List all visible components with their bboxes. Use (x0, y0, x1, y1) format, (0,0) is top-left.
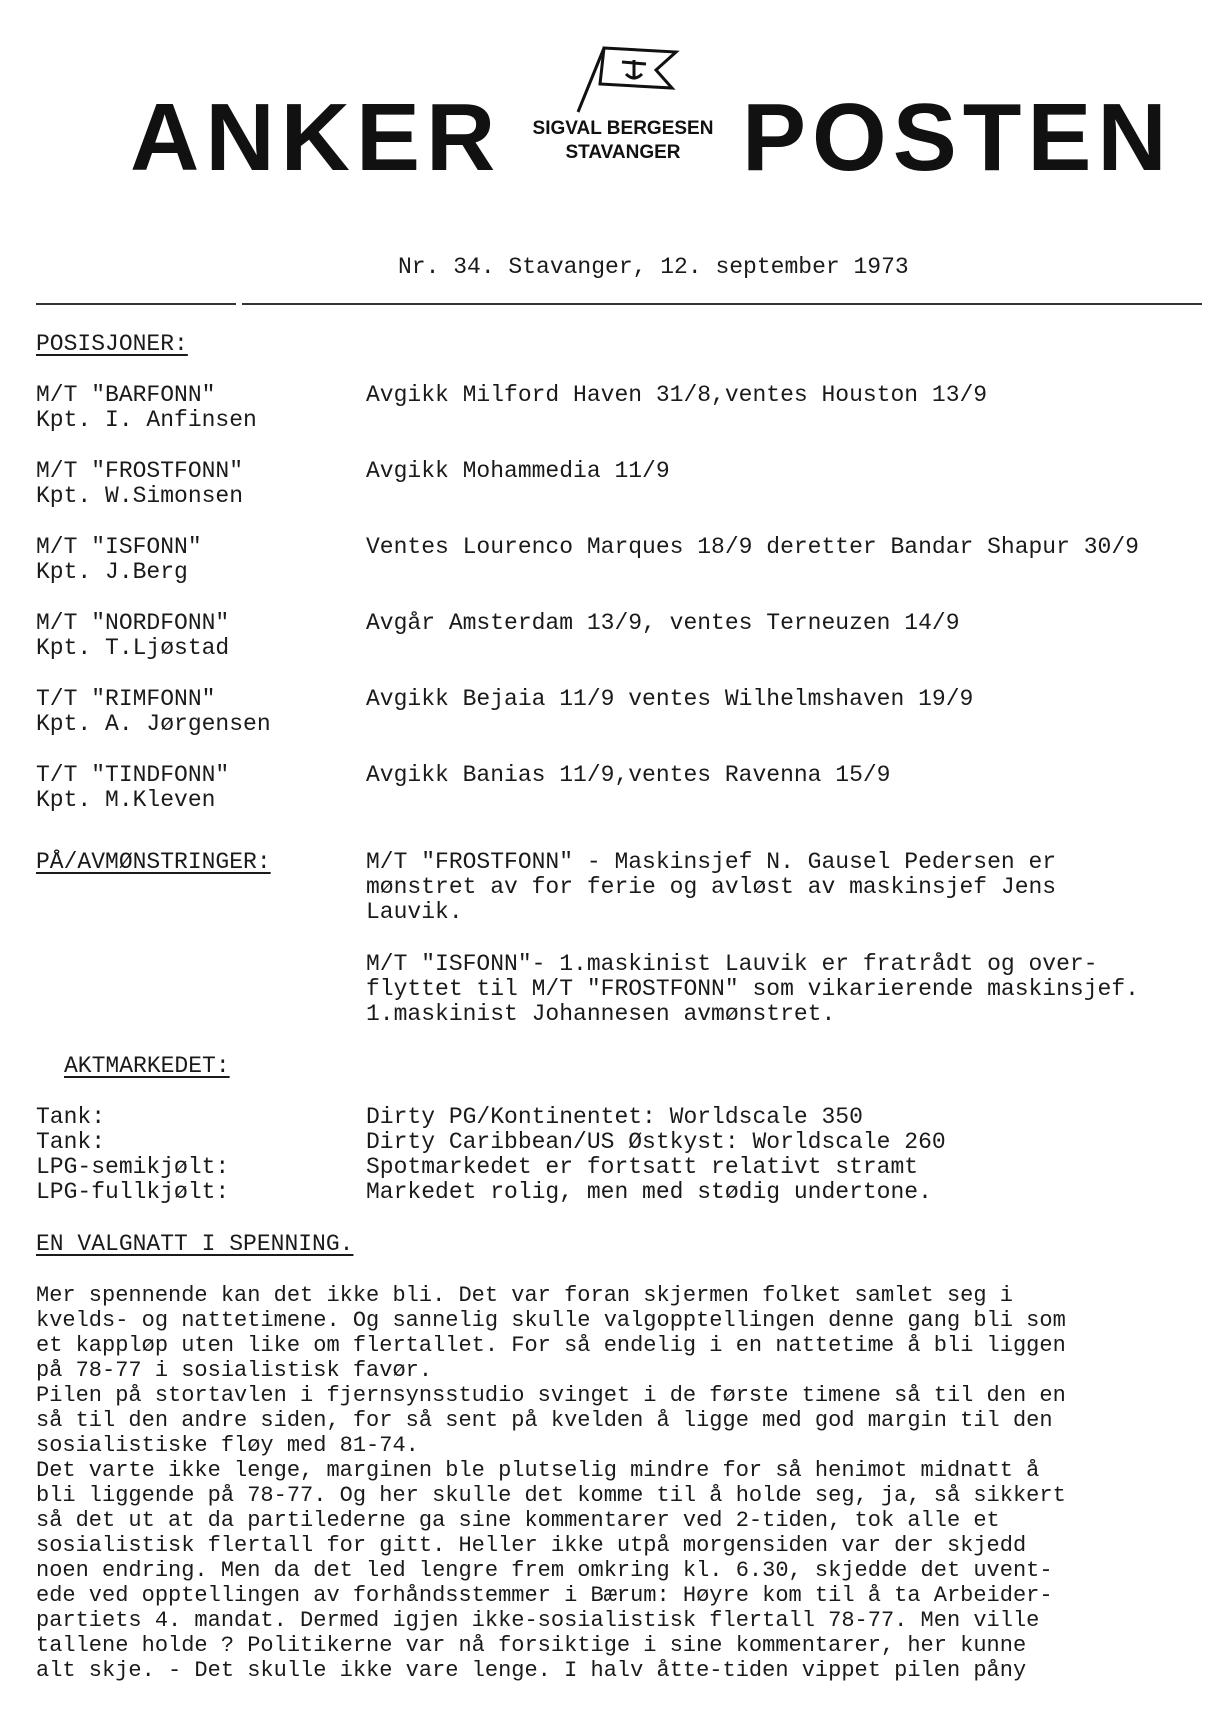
issue-line: Nr. 34. Stavanger, 12. september 1973 (398, 254, 909, 280)
ship-name: M/T "FROSTFONN" (36, 458, 244, 484)
ship-captain: Kpt. W.Simonsen (36, 483, 244, 509)
masthead-title-left: ANKER (130, 84, 502, 191)
ship-name: T/T "TINDFONN" (36, 762, 230, 788)
crew-change-paragraph: M/T "FROSTFONN" - Maskinsjef N. Gausel Pedersen er mønstret av for ferie og avløst av maskinsjef Jens Lauvik. (366, 849, 1057, 925)
masthead-title-right: POSTEN (742, 84, 1173, 191)
ship-name: T/T "RIMFONN" (36, 686, 216, 712)
ship-status: Avgikk Milford Haven 31/8,ventes Houston 13/9 (366, 382, 988, 408)
ship-captain: Kpt. A. Jørgensen (36, 711, 271, 737)
ship-captain: Kpt. J.Berg (36, 559, 188, 585)
ship-status: Avgikk Banias 11/9,ventes Ravenna 15/9 (366, 762, 891, 788)
positions-heading: POSISJONER: (36, 331, 188, 357)
masthead (0, 40, 1229, 190)
ship-captain: Kpt. T.Ljøstad (36, 635, 230, 661)
market-label: LPG-fullkjølt: (36, 1179, 230, 1205)
market-value: Markedet rolig, men med stødig undertone. (366, 1179, 932, 1205)
ship-name: M/T "BARFONN" (36, 382, 216, 408)
divider (36, 303, 236, 305)
ship-status: Avgår Amsterdam 13/9, ventes Terneuzen 14/9 (366, 610, 960, 636)
market-heading: AKTMARKEDET: (64, 1053, 230, 1079)
market-label: LPG-semikjølt: (36, 1154, 230, 1180)
market-value: Spotmarkedet er fortsatt relativt stramt (366, 1154, 919, 1180)
logo-city: STAVANGER (565, 142, 681, 163)
divider (242, 303, 1202, 305)
article-heading: EN VALGNATT I SPENNING. (36, 1231, 354, 1257)
company-logo (516, 40, 730, 180)
flag-icon (556, 40, 696, 120)
market-value: Dirty Caribbean/US Østkyst: Worldscale 260 (366, 1129, 946, 1155)
crew-changes-heading: PÅ/AVMØNSTRINGER: (36, 849, 271, 875)
logo-company-name: SIGVAL BERGESEN (532, 118, 714, 139)
market-value: Dirty PG/Kontinentet: Worldscale 350 (366, 1104, 863, 1130)
market-label: Tank: (36, 1104, 106, 1130)
ship-status: Avgikk Bejaia 11/9 ventes Wilhelmshaven 19/9 (366, 686, 974, 712)
ship-name: M/T "ISFONN" (36, 534, 202, 560)
ship-status: Ventes Lourenco Marques 18/9 deretter Bandar Shapur 30/9 (366, 534, 1139, 560)
ship-name: M/T "NORDFONN" (36, 610, 230, 636)
ship-captain: Kpt. I. Anfinsen (36, 407, 257, 433)
ship-status: Avgikk Mohammedia 11/9 (366, 458, 670, 484)
ship-captain: Kpt. M.Kleven (36, 787, 216, 813)
article-body: Mer spennende kan det ikke bli. Det var foran skjermen folket samlet seg i kvelds- og nattetimene. Og sannelig skulle valgopptellingen denne gang bli som et kappløp uten like om flertallet. For så endelig i en nattetime å bli liggen på 78-77 i sosialistisk favør. Pilen på stortavlen i fjernsynsstudio svinget i de første timene så til den en så til den andre siden, for så sent på kvelden å ligge med god margin til den sosialistiske fløy med 81-74. Det varte ikke lenge, marginen ble plutselig mindre for så henimot midnatt å bli liggende på 78-77. Og her skulle det komme til å holde seg, ja, så sikkert så det ut at da partilederne ga sine kommentarer ved 2-tiden, tok alle et sosialistisk flertall for gitt. Heller ikke utpå morgensiden var der skjedd noen endring. Men da det led lengre frem omkring kl. 6.30, skjedde det uvent- ede ved opptellingen av forhåndsstemmer i Bærum: Høyre kom til å ta Arbeider- partiets 4. mandat. Dermed igjen ikke-sosialistisk flertall 78-77. Men ville tallene holde ? Politikerne var nå forsiktige i sine kommentarer, her kunne alt skje. - Det skulle ikke vare lenge. I halv åtte-tiden vippet pilen påny (36, 1283, 1066, 1683)
crew-change-paragraph: M/T "ISFONN"- 1.maskinist Lauvik er fratrådt og over- flyttet til M/T "FROSTFONN" som vikarierende maskinsjef. 1.maskinist Johannesen avmønstret. (366, 951, 1139, 1027)
market-label: Tank: (36, 1129, 106, 1155)
